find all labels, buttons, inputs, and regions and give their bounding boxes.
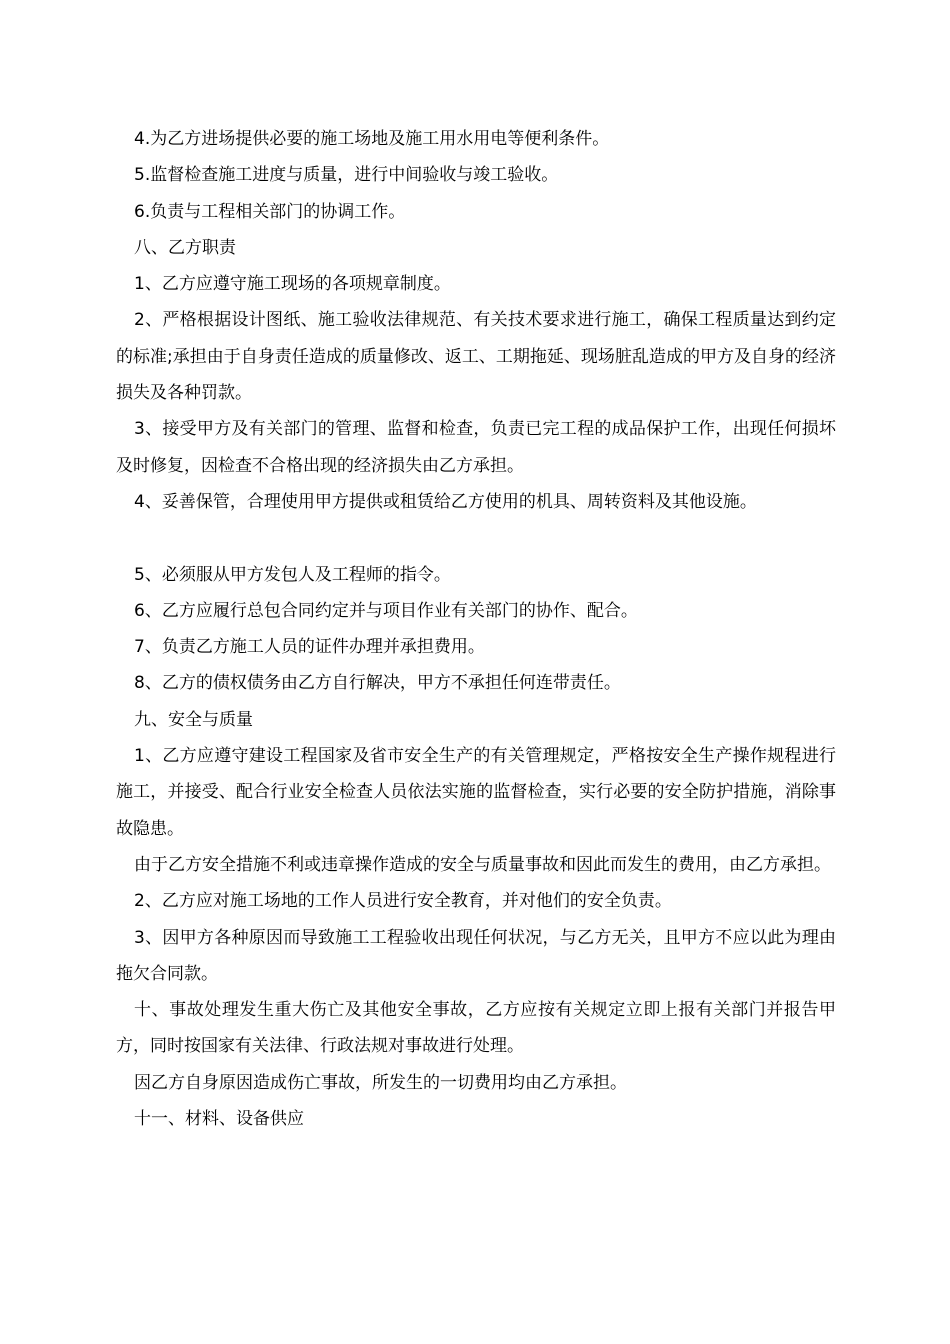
paragraph-safety-2: 2、乙方应对施工场地的工作人员进行安全教育，并对他们的安全负责。 bbox=[134, 891, 672, 912]
paragraph-yi-duty-2: 2、严格根据设计图纸、施工验收法律规范、有关技术要求进行施工，确保工程质量达到约定的标准;承担由于自身责任造成的质量修改、返工、工期拖延、现场脏乱造成的甲方及自身的经济损失及各种罚款。 bbox=[116, 310, 836, 404]
paragraph-yi-duty-6: 6、乙方应履行总包合同约定并与项目作业有关部门的协作、配合。 bbox=[134, 600, 638, 621]
paragraph-safety-1-cost: 由于乙方安全措施不利或违章操作造成的安全与质量事故和因此而发生的费用，由乙方承担。 bbox=[134, 854, 831, 875]
paragraph-yi-duty-1: 1、乙方应遵守施工现场的各项规章制度。 bbox=[134, 274, 451, 295]
blank-line bbox=[116, 520, 836, 556]
paragraph-safety-3: 3、因甲方各种原因而导致施工工程验收出现任何状况，与乙方无关，且甲方不应以此为理由拖欠合同款。 bbox=[116, 927, 836, 984]
paragraph-yi-duty-5: 5、必须服从甲方发包人及工程师的指令。 bbox=[134, 564, 451, 585]
paragraph-jia-duty-5: 5.监督检查施工进度与质量，进行中间验收与竣工验收。 bbox=[134, 165, 559, 186]
paragraph-yi-duty-3: 3、接受甲方及有关部门的管理、监督和检查，负责已完工程的成品保护工作，出现任何损坏及时修复，因检查不合格出现的经济损失由乙方承担。 bbox=[116, 419, 836, 476]
section-heading-9: 九、安全与质量 bbox=[134, 709, 253, 730]
paragraph-yi-duty-8: 8、乙方的债权债务由乙方自行解决，甲方不承担任何连带责任。 bbox=[134, 673, 621, 694]
paragraph-yi-duty-7: 7、负责乙方施工人员的证件办理并承担费用。 bbox=[134, 637, 485, 658]
section-heading-8: 八、乙方职责 bbox=[134, 237, 236, 258]
paragraph-yi-duty-4: 4、妥善保管，合理使用甲方提供或租赁给乙方使用的机具、周转资料及其他设施。 bbox=[134, 491, 757, 512]
paragraph-jia-duty-6: 6.负责与工程相关部门的协调工作。 bbox=[134, 201, 406, 222]
document-body bbox=[116, 121, 836, 1137]
section-heading-11: 十一、材料、设备供应 bbox=[134, 1109, 304, 1130]
paragraph-jia-duty-4: 4.为乙方进场提供必要的施工场地及施工用水用电等便利条件。 bbox=[134, 129, 610, 149]
paragraph-safety-1: 1、乙方应遵守建设工程国家及省市安全生产的有关管理规定，严格按安全生产操作规程进行施工，并接受、配合行业安全检查人员依法实施的监督检查，实行必要的安全防护措施，消除事故隐患。 bbox=[116, 746, 836, 839]
paragraph-accident-cost: 因乙方自身原因造成伤亡事故，所发生的一切费用均由乙方承担。 bbox=[134, 1072, 627, 1093]
section-heading-10: 十、事故处理发生重大伤亡及其他安全事故，乙方应按有关规定立即上报有关部门并报告甲方，同时按国家有关法律、行政法规对事故进行处理。 bbox=[116, 1000, 836, 1057]
